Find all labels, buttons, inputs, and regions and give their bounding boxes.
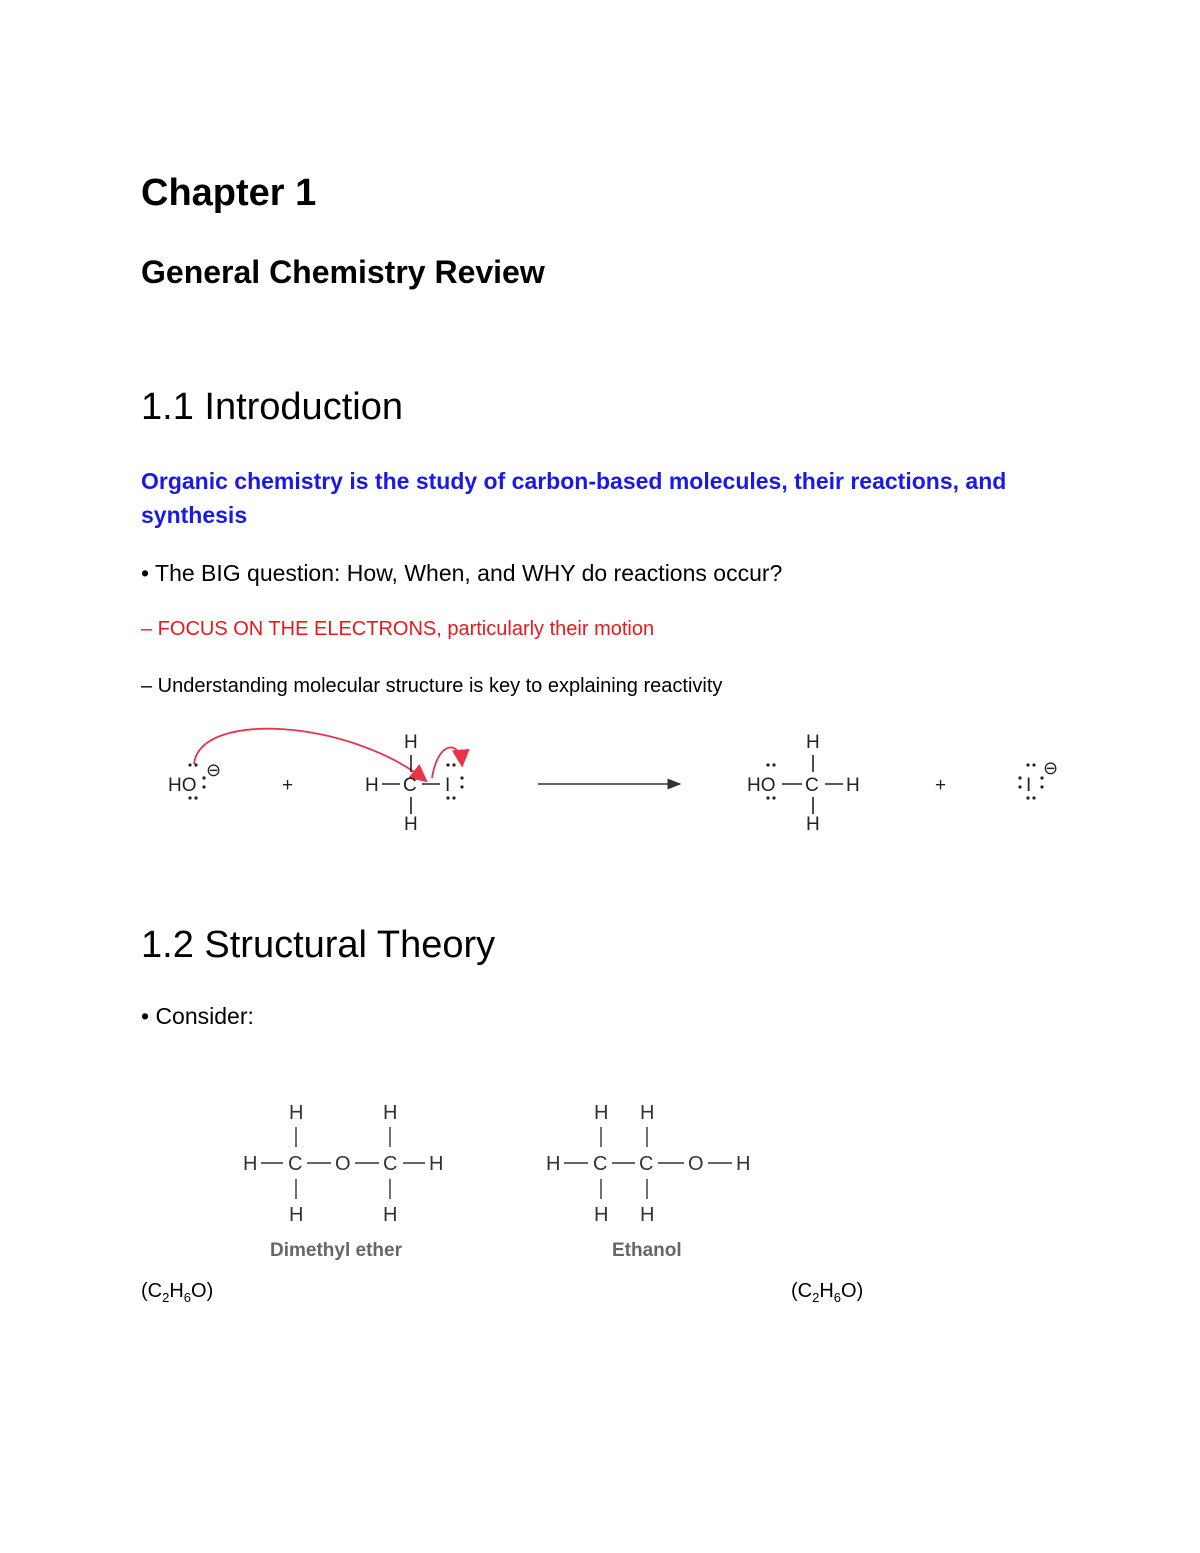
- organic-chemistry-definition: Organic chemistry is the study of carbon-based molecules, their reactions, and synthesis: [141, 468, 1007, 528]
- atom-h: H: [429, 1153, 444, 1175]
- product-atom-h-bottom: H: [806, 814, 820, 835]
- atom-h: H: [594, 1204, 609, 1226]
- sn2-reaction-diagram: [150, 720, 1080, 850]
- ethanol-structure: [538, 1095, 768, 1265]
- section-heading-introduction: 1.1 Introduction: [141, 386, 403, 428]
- ethanol-label: Ethanol: [612, 1240, 682, 1261]
- formula-dimethyl-ether: $(C_2H_6O)$: [141, 1280, 214, 1305]
- atom-h: H: [594, 1102, 609, 1124]
- hydroxide-label: HO: [168, 775, 197, 796]
- plus-sign: +: [282, 775, 294, 796]
- atom-c: C: [288, 1153, 303, 1175]
- atom-h: H: [546, 1153, 561, 1175]
- atom-c: C: [383, 1153, 398, 1175]
- product-atom-c: C: [805, 775, 819, 796]
- lone-pair-dot: [188, 763, 191, 766]
- atom-h: H: [640, 1102, 655, 1124]
- plus-sign: +: [935, 775, 947, 796]
- atom-h: H: [383, 1102, 398, 1124]
- iodide-label: I: [1026, 775, 1032, 796]
- consider-bullet: • Consider:: [141, 1003, 254, 1029]
- atom-h-top: H: [404, 732, 418, 753]
- atom-h: H: [289, 1204, 304, 1226]
- atom-h: H: [383, 1204, 398, 1226]
- leaving-group-arrow: [432, 747, 462, 778]
- atom-c: C: [593, 1153, 608, 1175]
- focus-electrons-note: – FOCUS ON THE ELECTRONS, particularly their motion: [141, 618, 655, 640]
- atom-o: O: [335, 1153, 351, 1175]
- product-hydroxyl-label: HO: [747, 775, 776, 796]
- product-atom-h-right: H: [846, 775, 860, 796]
- atom-h-left: H: [365, 775, 379, 796]
- atom-i: I: [445, 775, 451, 796]
- atom-h: H: [243, 1153, 258, 1175]
- molecular-structure-note: – Understanding molecular structure is key to explaining reactivity: [141, 675, 723, 697]
- atom-c: C: [639, 1153, 654, 1175]
- negative-charge-icon: ⊖: [206, 760, 222, 780]
- atom-h: H: [640, 1204, 655, 1226]
- chapter-title: Chapter 1: [141, 172, 317, 214]
- formula-ethanol: $(C_2H_6O)$: [791, 1280, 864, 1305]
- iodide-charge-icon: ⊖: [1043, 758, 1059, 778]
- atom-c: C: [403, 775, 417, 796]
- product-atom-h-top: H: [806, 732, 820, 753]
- chapter-subtitle: General Chemistry Review: [141, 254, 545, 290]
- section-heading-structural-theory: 1.2 Structural Theory: [141, 924, 496, 966]
- electron-push-arrow: [194, 729, 425, 780]
- atom-h: H: [289, 1102, 304, 1124]
- atom-h-bottom: H: [404, 814, 418, 835]
- dimethyl-ether-structure: [235, 1095, 465, 1265]
- big-question-bullet: • The BIG question: How, When, and WHY do reactions occur?: [141, 560, 783, 586]
- dimethyl-ether-label: Dimethyl ether: [270, 1240, 402, 1261]
- lone-pair-dot: [188, 796, 191, 799]
- atom-h: H: [736, 1153, 751, 1175]
- atom-o: O: [688, 1153, 704, 1175]
